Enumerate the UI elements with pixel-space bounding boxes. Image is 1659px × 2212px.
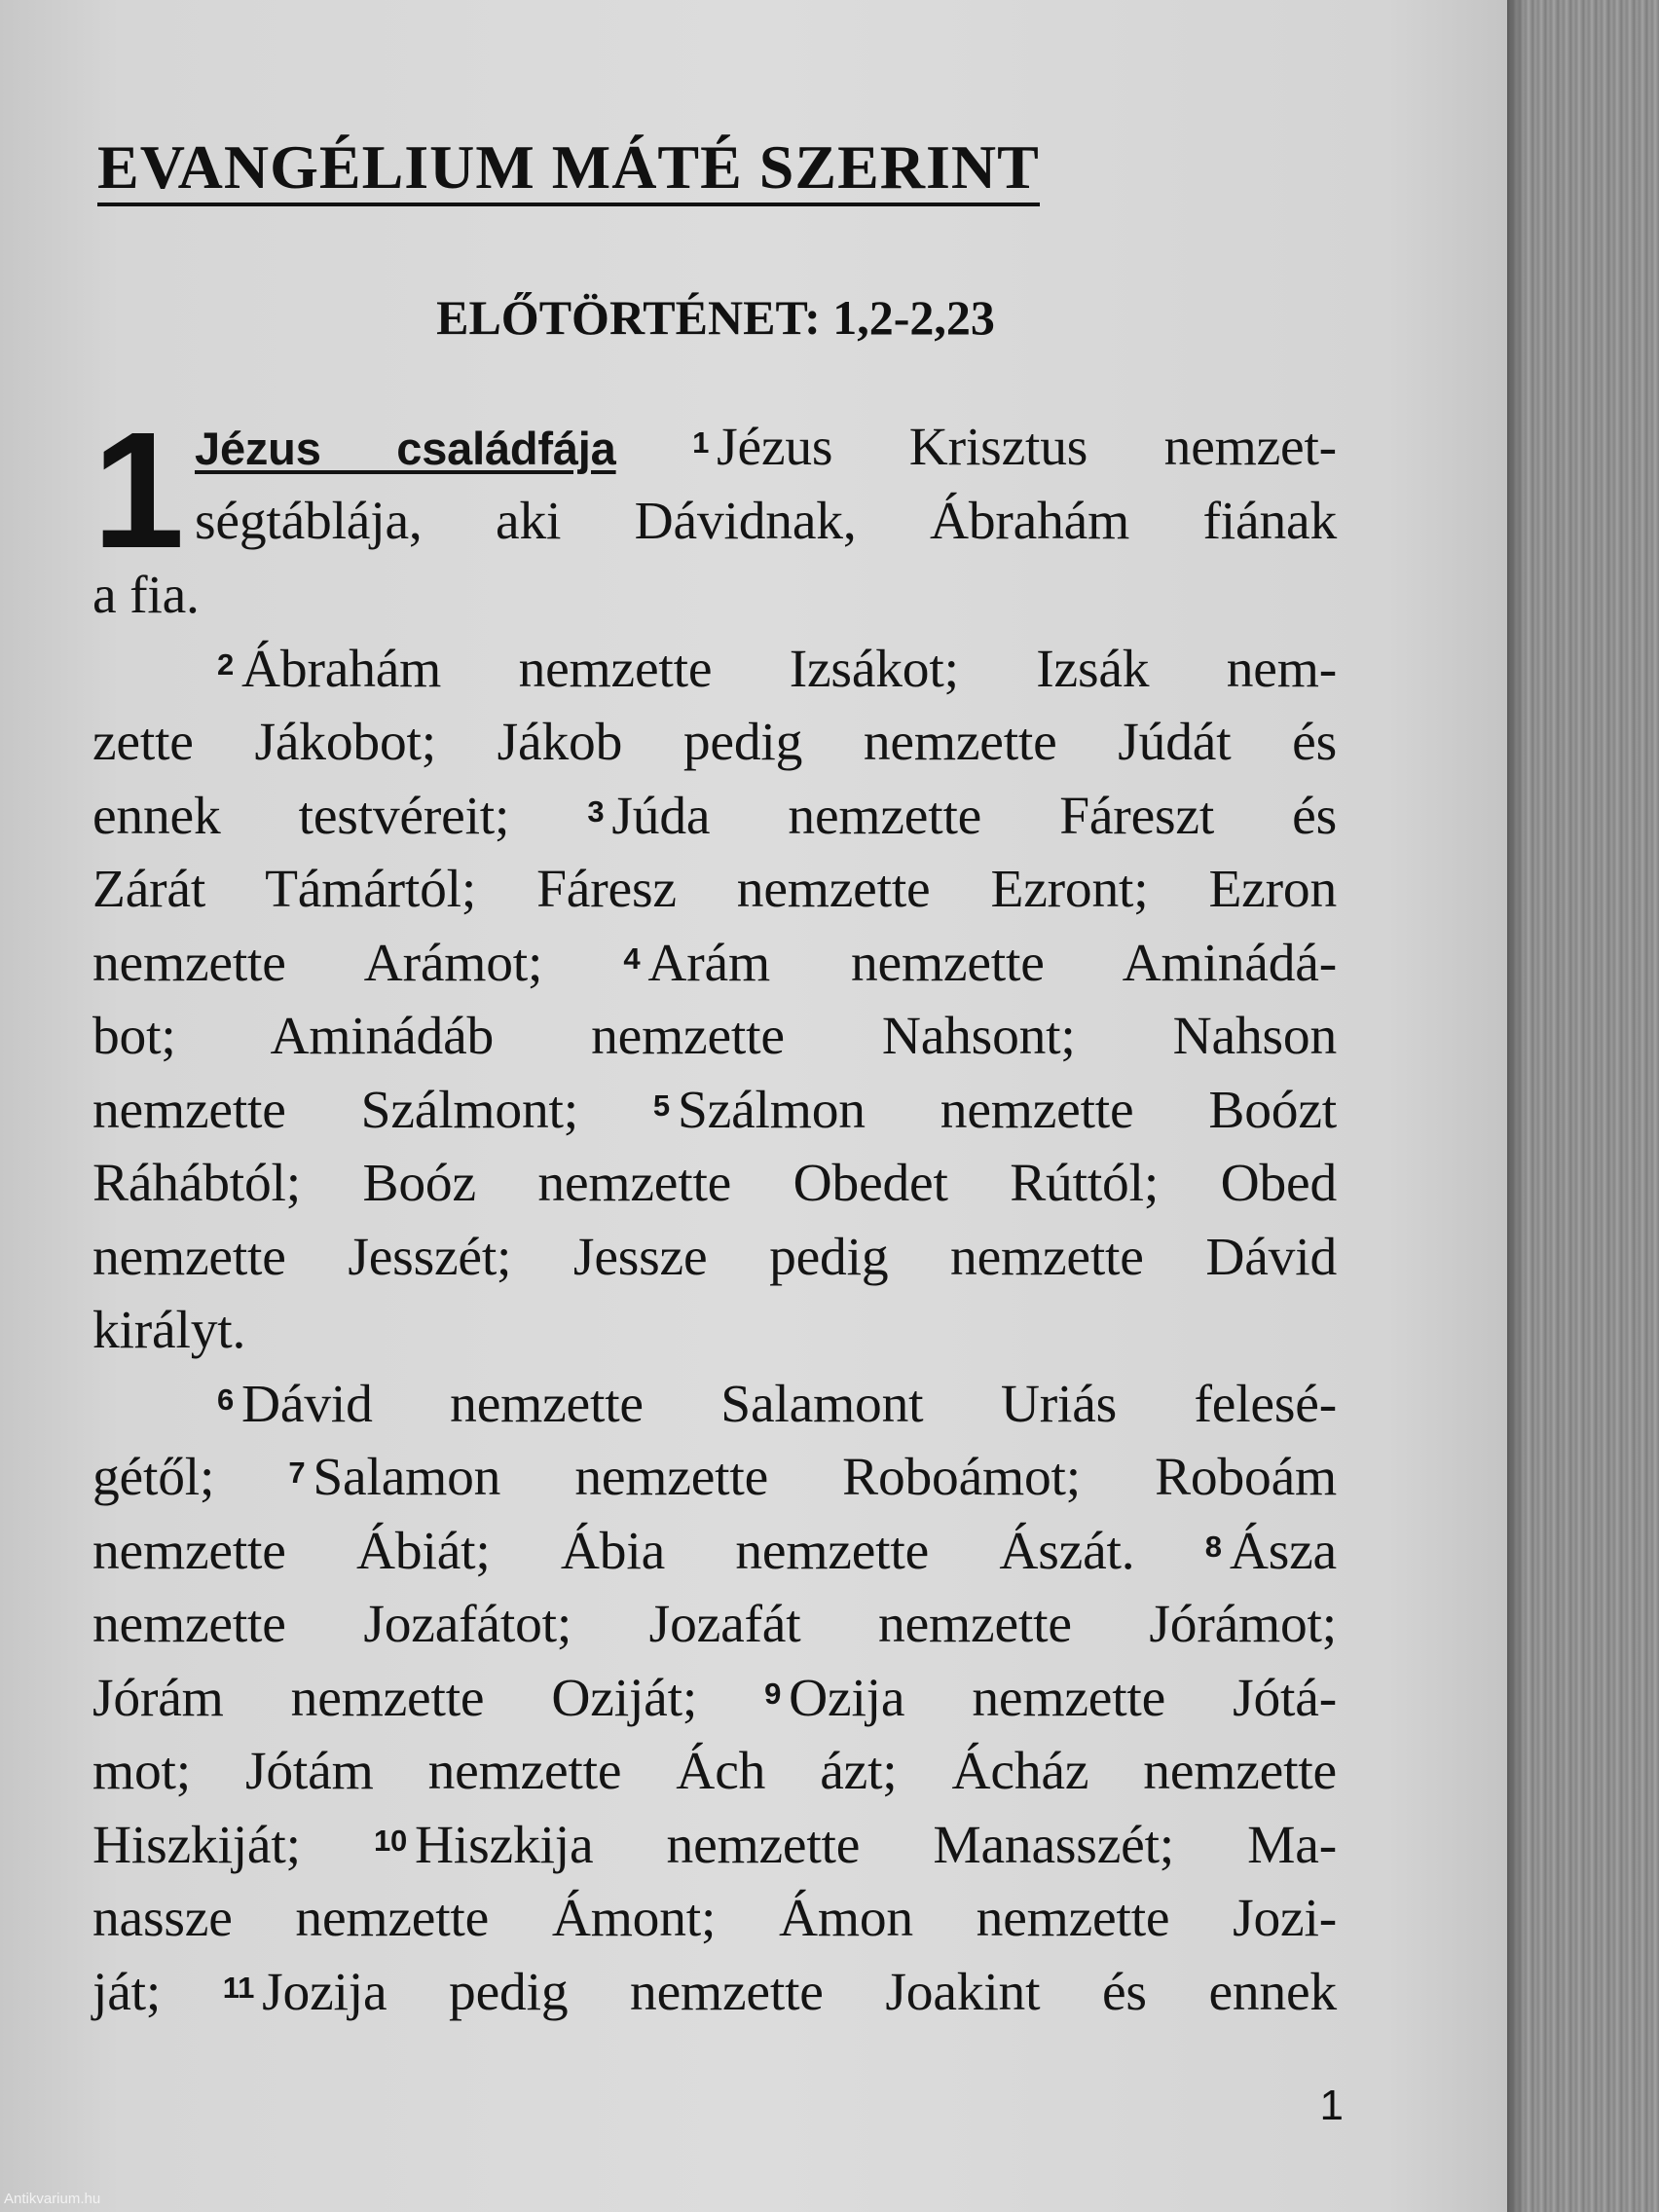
verse-number: 7 bbox=[288, 1456, 306, 1490]
verse-text: királyt. bbox=[92, 1301, 246, 1360]
text-line bbox=[92, 1809, 1337, 1883]
verse-number: 2 bbox=[217, 646, 235, 682]
verse-text: nemzette Szálmont; bbox=[92, 1080, 578, 1140]
text-line bbox=[92, 1882, 1337, 1956]
chapter-number: 1 bbox=[92, 398, 185, 583]
verse-text: Jézus Krisztus nemzet- bbox=[717, 418, 1337, 477]
verse-text: Szálmon nemzette Boózt bbox=[677, 1080, 1337, 1140]
text-line bbox=[92, 1662, 1337, 1736]
verse-text: mot; Jótám nemzette Ách ázt; Ácház nemzette bbox=[92, 1742, 1337, 1801]
verse-text: nemzette Arámot; bbox=[92, 933, 543, 993]
text-line bbox=[92, 1000, 1337, 1074]
text-line bbox=[92, 853, 1337, 927]
verse-text: Ábrahám nemzette Izsákot; Izsák nem- bbox=[241, 639, 1337, 699]
text-line bbox=[92, 1515, 1337, 1589]
paragraph-2 bbox=[92, 633, 1337, 1368]
section-heading: ELŐTÖRTÉNET: 1,2-2,23 bbox=[436, 290, 995, 345]
text-line bbox=[92, 485, 1337, 559]
verse-text: Zárát Támártól; Fáresz nemzette Ezront; Ezron bbox=[92, 860, 1337, 919]
verse-text: nemzette Ábiát; Ábia nemzette Ászát. bbox=[92, 1521, 1135, 1581]
verse-text: Ásza bbox=[1229, 1521, 1337, 1581]
verse-number: 6 bbox=[217, 1382, 235, 1417]
text-line bbox=[92, 1441, 1337, 1515]
verse-text: Hiszkija nemzette Manasszét; Ma- bbox=[415, 1815, 1337, 1875]
verse-text: nemzette Jozafátot; Jozafát nemzette Jórámot; bbox=[92, 1595, 1337, 1654]
text-line bbox=[92, 1294, 1337, 1368]
text-line bbox=[92, 706, 1337, 780]
verse-text: gétől; bbox=[92, 1448, 215, 1507]
verse-text: Ozija nemzette Jótá- bbox=[789, 1668, 1337, 1728]
verse-number: 5 bbox=[652, 1088, 670, 1123]
verse-number: 4 bbox=[623, 940, 641, 976]
page-stack-edge bbox=[1507, 0, 1659, 2212]
paragraph-1 bbox=[92, 398, 1337, 633]
verse-text: bot; Aminádáb nemzette Nahsont; Nahson bbox=[92, 1007, 1337, 1066]
paragraph-3 bbox=[92, 1368, 1337, 2030]
verse-text: a fia. bbox=[92, 566, 200, 625]
text-line bbox=[92, 559, 1337, 633]
text-line bbox=[92, 1368, 1337, 1442]
verse-text: Ráhábtól; Boóz nemzette Obedet Rúttól; Obed bbox=[92, 1154, 1337, 1213]
verse-number: 1 bbox=[692, 425, 710, 460]
verse-text: Hiszkiját; bbox=[92, 1815, 301, 1875]
verse-text: ennek testvéreit; bbox=[92, 786, 510, 846]
text-line bbox=[92, 411, 1337, 485]
verse-text: nassze nemzette Ámont; Ámon nemzette Jozi- bbox=[92, 1889, 1337, 1948]
verse-number: 9 bbox=[764, 1676, 782, 1711]
text-line bbox=[92, 1074, 1337, 1148]
verse-text: Salamon nemzette Roboámot; Roboám bbox=[313, 1448, 1337, 1507]
verse-number: 11 bbox=[222, 1970, 255, 2005]
text-line bbox=[92, 1956, 1337, 2030]
text-line bbox=[92, 927, 1337, 1001]
page-number: 1 bbox=[1319, 2082, 1344, 2129]
verse-number: 10 bbox=[373, 1823, 408, 1858]
verse-number: 8 bbox=[1204, 1529, 1222, 1564]
verse-text: nemzette Jesszét; Jessze pedig nemzette Dávid bbox=[92, 1227, 1337, 1287]
verse-text: zette Jákobot; Jákob pedig nemzette Júdát és bbox=[92, 713, 1337, 772]
verse-text: ségtáblája, aki Dávidnak, Ábrahám fiának bbox=[195, 491, 1337, 551]
verse-text: Jozija pedig nemzette Joakint és ennek bbox=[262, 1962, 1337, 2022]
verse-number: 3 bbox=[587, 793, 605, 829]
text-line bbox=[92, 1588, 1337, 1662]
pericope-title: Jézus családfája bbox=[195, 423, 616, 474]
text-line bbox=[92, 633, 1337, 707]
text-line bbox=[92, 1147, 1337, 1221]
verse-text: Dávid nemzette Salamont Uriás felesé- bbox=[241, 1374, 1337, 1434]
watermark: Antikvarium.hu bbox=[4, 2191, 101, 2207]
verse-text: Jórám nemzette Oziját; bbox=[92, 1668, 698, 1728]
chapter-text bbox=[92, 398, 1337, 2029]
text-line bbox=[92, 780, 1337, 854]
text-line bbox=[92, 1735, 1337, 1809]
text-line bbox=[92, 1221, 1337, 1295]
verse-text: ját; bbox=[92, 1962, 162, 2022]
book-title: EVANGÉLIUM MÁTÉ SZERINT bbox=[97, 132, 1040, 206]
verse-text: Júda nemzette Fáreszt és bbox=[611, 786, 1337, 846]
verse-text: Arám nemzette Aminádá- bbox=[647, 933, 1337, 993]
